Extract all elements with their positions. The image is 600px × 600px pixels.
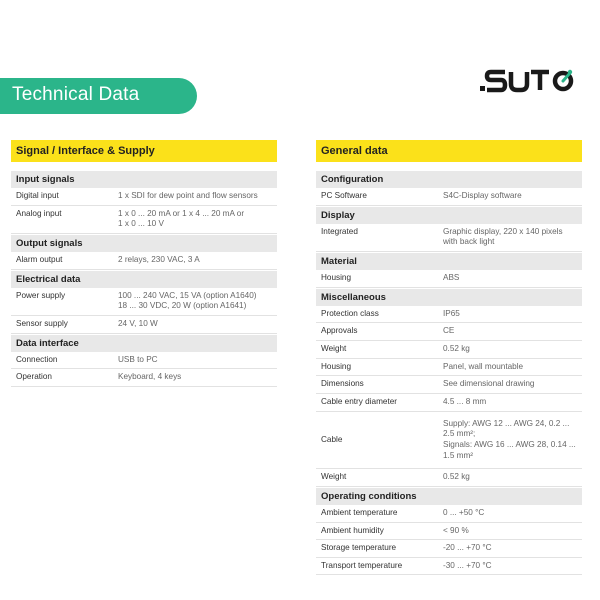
spec-value: 24 V, 10 W — [118, 318, 158, 328]
page-title: Technical Data — [12, 84, 140, 105]
spec-value: 0.52 kg — [443, 472, 470, 482]
spec-value: CE — [443, 326, 455, 336]
spec-value: 0 ... +50 °C — [443, 507, 485, 517]
spec-row — [316, 341, 582, 359]
section-heading: Miscellaneous — [316, 289, 582, 306]
spec-row — [316, 323, 582, 341]
spec-row — [11, 369, 277, 387]
spec-label: Weight — [321, 472, 347, 482]
general-data-column — [316, 140, 582, 575]
suto-logo — [479, 60, 575, 100]
spec-label: PC Software — [321, 191, 367, 200]
spec-label: Approvals — [321, 326, 358, 336]
spec-value: Graphic display, 220 x 140 pixels with back light — [443, 226, 563, 247]
section-heading: Display — [316, 207, 582, 224]
spec-value: S4C-Display software — [443, 191, 522, 200]
spec-row — [11, 188, 277, 206]
spec-label: Transport temperature — [321, 560, 403, 570]
title-banner — [0, 78, 197, 114]
section-heading: Configuration — [316, 171, 582, 188]
spec-row — [316, 376, 582, 394]
spec-row — [11, 352, 277, 370]
spec-label: Housing — [321, 361, 352, 371]
spec-value: Panel, wall mountable — [443, 361, 524, 371]
spec-label: Ambient humidity — [321, 525, 384, 535]
spec-row — [316, 359, 582, 377]
spec-row — [11, 206, 277, 234]
section-heading: Operating conditions — [316, 488, 582, 505]
spec-value: 1 x SDI for dew point and flow sensors — [118, 191, 258, 200]
section-heading: Electrical data — [11, 271, 277, 288]
spec-value: Keyboard, 4 keys — [118, 372, 182, 382]
spec-row — [316, 394, 582, 412]
section-heading: Data interface — [11, 335, 277, 352]
spec-label: Cable — [321, 435, 343, 445]
signal-interface-column — [11, 140, 277, 387]
spec-row — [316, 270, 582, 288]
spec-label: Operation — [16, 372, 52, 382]
spec-value: 1 x 0 ... 20 mA or 1 x 4 ... 20 mA or 1 x 0 ... 10 V — [118, 208, 245, 229]
spec-row — [316, 412, 582, 470]
spec-row — [316, 505, 582, 523]
spec-label: Dimensions — [321, 379, 364, 389]
spec-value: < 90 % — [443, 525, 469, 535]
spec-row — [11, 252, 277, 270]
spec-value: Supply: AWG 12 ... AWG 24, 0.2 ... 2.5 mm²; Signals: AWG 16 ... AWG 28, 0.14 ... 1.5 mm² — [443, 418, 576, 460]
spec-row — [316, 558, 582, 576]
column-heading: Signal / Interface & Supply — [11, 140, 277, 162]
spec-row — [316, 523, 582, 541]
spec-row — [11, 316, 277, 334]
spec-value: See dimensional drawing — [443, 379, 535, 389]
spec-label: Protection class — [321, 308, 379, 318]
section-heading: Input signals — [11, 171, 277, 188]
spec-value: -20 ... +70 °C — [443, 543, 492, 553]
spec-label: Storage temperature — [321, 543, 397, 553]
spec-label: Integrated — [321, 226, 358, 236]
spec-value: USB to PC — [118, 354, 158, 364]
spec-value: 2 relays, 230 VAC, 3 A — [118, 254, 200, 264]
spec-value: 100 ... 240 VAC, 15 VA (option A1640) 18 ... 30 VDC, 20 W (option A1641) — [118, 290, 257, 311]
spec-row — [11, 288, 277, 316]
spec-label: Housing — [321, 272, 352, 282]
spec-value: ABS — [443, 272, 460, 282]
section-heading: Output signals — [11, 235, 277, 252]
spec-row — [316, 306, 582, 324]
spec-row — [316, 469, 582, 487]
spec-row — [316, 540, 582, 558]
column-heading: General data — [316, 140, 582, 162]
spec-label: Cable entry diameter — [321, 396, 397, 406]
section-heading: Material — [316, 253, 582, 270]
spec-label: Weight — [321, 343, 347, 353]
spec-value: 4.5 ... 8 mm — [443, 396, 487, 406]
spec-label: Analog input — [16, 208, 62, 218]
spec-value: 0.52 kg — [443, 343, 470, 353]
spec-value: -30 ... +70 °C — [443, 560, 492, 570]
spec-label: Connection — [16, 354, 58, 364]
spec-value: IP65 — [443, 308, 460, 318]
spec-label: Alarm output — [16, 254, 63, 264]
spec-label: Ambient temperature — [321, 507, 398, 517]
spec-label: Digital input — [16, 191, 59, 200]
spec-label: Sensor supply — [16, 318, 68, 328]
spec-label: Power supply — [16, 290, 66, 300]
spec-row — [316, 224, 582, 252]
spec-row — [316, 188, 582, 206]
